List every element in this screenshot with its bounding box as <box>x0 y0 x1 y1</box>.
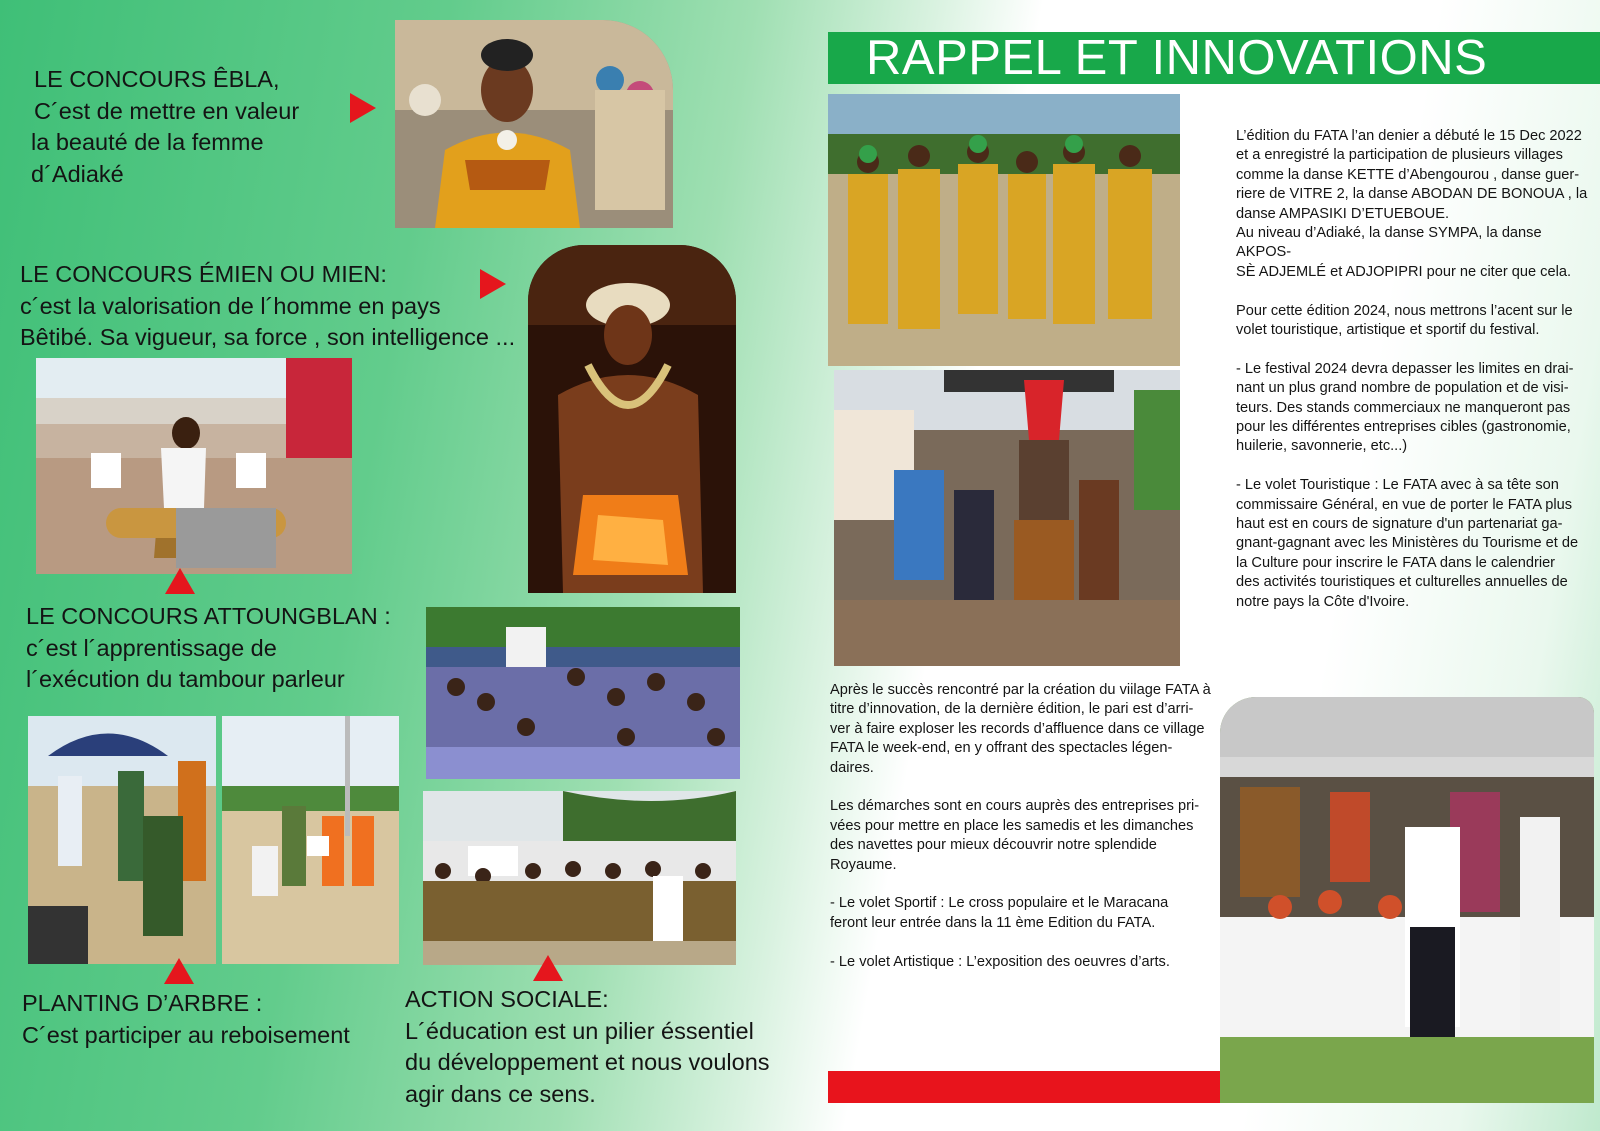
arrow-up-icon <box>164 958 194 984</box>
caption-action-line-2: L´éducation est un pilier éssentiel <box>405 1017 754 1044</box>
photo-emien-man <box>528 245 736 593</box>
caption-emien <box>20 259 515 354</box>
caption-attoungblan <box>26 601 391 696</box>
caption-emien-line-2: c´est la valorisation de l´homme en pays <box>20 292 441 319</box>
caption-emien-line-1: LE CONCOURS ÉMIEN OU MIEN: <box>20 261 387 287</box>
text-block-top <box>1236 127 1596 632</box>
caption-ebla-line-4: d´Adiaké <box>31 160 124 187</box>
photo-masked-dancer <box>834 370 1180 666</box>
text-block-bottom <box>830 681 1220 991</box>
arrow-up-icon <box>533 955 563 981</box>
photo-social-group <box>423 791 736 965</box>
paragraph-volet-artistique: - Le volet Artistique : L’exposition des oeuvres d’arts. <box>830 953 1170 970</box>
caption-attoungblan-line-1: LE CONCOURS ATTOUNGBLAN : <box>26 603 391 629</box>
paragraph-village-fata: Après le succès rencontré par la création du viilage FATA à titre d’innovation, de la dernière édition, le pari est d’arri- ver à faire exploser les records d’affluence dans ce village FATA le week-end, en y offrant des spectacles légen- daires. <box>830 682 1211 776</box>
photo-ebla-queen <box>395 20 673 228</box>
paragraph-festival-2024: - Le festival 2024 devra depasser les limites en drai- nant un plus grand nombre de population et de visi- teurs. Des stands commerciaux ne manqueront pas pour les différentes entreprises cibles (gastronomie, huilerie, savonnerie, etc...) <box>1236 360 1574 455</box>
photo-crowd-children <box>426 607 740 779</box>
arrow-right-icon <box>350 93 376 123</box>
caption-attoungblan-line-2: c´est l´apprentissage de <box>26 634 277 661</box>
caption-attoungblan-line-3: l´exécution du tambour parleur <box>26 666 345 692</box>
caption-action-line-3: du développement et nous voulons <box>405 1049 770 1075</box>
caption-emien-line-3: Bêtibé. Sa vigueur, sa force , son intelligence ... <box>20 324 516 350</box>
caption-planting <box>22 988 350 1051</box>
caption-ebla-line-1: LE CONCOURS ÊBLA, <box>34 66 280 92</box>
page-title: RAPPEL ET INNOVATIONS <box>866 31 1488 85</box>
paragraph-edition-2024: Pour cette édition 2024, nous mettrons l’acent sur le volet touristique, artistique et sportif du festival. <box>1236 302 1573 339</box>
caption-ebla-line-2: C´est de mettre en valeur <box>34 97 300 124</box>
paragraph-navettes: Les démarches sont en cours auprès des entreprises pri- vées pour mettre en place les samedis et les dimanches des navettes pour mieux découvrir notre splendide Royaume. <box>830 798 1200 873</box>
paragraph-volet-sportif: - Le volet Sportif : Le cross populaire et le Maracana feront leur entrée dans la 11 ème Edition du FATA. <box>830 895 1169 931</box>
photo-dancers-women <box>828 94 1180 366</box>
caption-planting-line-2: C´est participer au reboisement <box>22 1021 350 1048</box>
caption-action-line-1: ACTION SOCIALE: <box>405 986 609 1012</box>
paragraph-volet-touristique: - Le volet Touristique : Le FATA avec à sa tête son commissaire Général, en vue de porter le FATA plus haut est en cours de signature d'un partenariat ga- gnant-gagnant avec les Ministères du Tourisme et de la Culture pour inscrire le FATA dans le calendrier des activités touristiques et culturelles annuelles de notre pays la Côte d'Ivoire. <box>1236 477 1579 610</box>
caption-ebla <box>31 64 300 190</box>
photo-attoungblan-drum <box>36 358 352 574</box>
photo-market-stall <box>1220 697 1594 1103</box>
photo-planting-tree <box>222 716 399 964</box>
caption-ebla-line-3: la beauté de la femme <box>31 129 264 155</box>
photo-planting-umbrella <box>28 716 216 964</box>
caption-action-line-4: agir dans ce sens. <box>405 1080 596 1107</box>
caption-action-sociale <box>405 984 770 1110</box>
footer-red-bar <box>828 1071 1220 1103</box>
paragraph-edition-2022: L’édition du FATA l’an denier a débuté le 15 Dec 2022 et a enregistré la participation de plusieurs villages comme la danse KETTE d’Abengourou , danse guer- riere de VITRE 2, la danse ABODAN DE BONOUA , la danse AMPASIKI D’ETUEBOUE. Au niveau d’Adiaké, la danse SYMPA, la danse AKPOS- SÈ ADJEMLÉ et ADJOPIPRI pour ne citer que cela. <box>1236 128 1588 280</box>
caption-planting-line-1: PLANTING D’ARBRE : <box>22 990 263 1016</box>
arrow-up-icon <box>165 568 195 594</box>
arrow-right-icon <box>480 269 506 299</box>
